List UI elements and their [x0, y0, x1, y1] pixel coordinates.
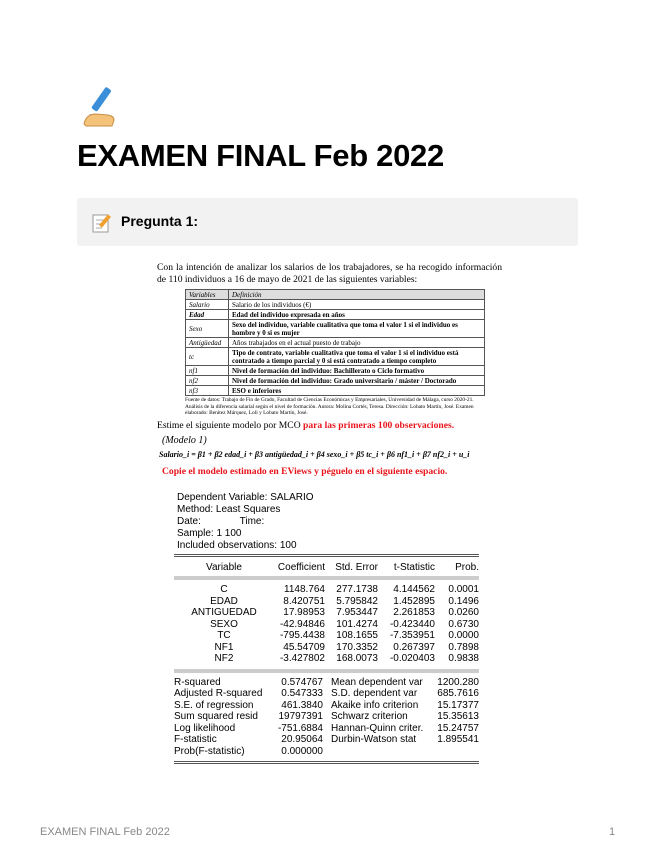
value-cell: 17.98953 [283, 607, 325, 618]
value-cell: 7.953447 [336, 607, 378, 618]
model-label: (Modelo 1) [162, 434, 207, 446]
column-header: Std. Error [335, 561, 378, 573]
variable-name: NF1 [214, 641, 234, 653]
value-cell: 277.1738 [336, 584, 378, 595]
table-row [174, 596, 479, 608]
dependent-variable: Dependent Variable: SALARIO [177, 491, 314, 503]
variable-name: NF2 [214, 653, 234, 664]
eviews-header [177, 492, 502, 552]
page-title: EXAMEN FINAL Feb 2022 [77, 138, 444, 173]
stat-label: Hannan-Quinn criter. [331, 722, 424, 734]
stat-label: Durbin-Watson stat [331, 734, 417, 745]
divider [174, 576, 479, 580]
table-row [174, 642, 479, 654]
column-headers [174, 562, 479, 574]
value-cell: 0.9838 [448, 653, 479, 664]
value-cell: 1148.764 [284, 584, 325, 595]
value-cell: -3.427802 [279, 653, 325, 664]
variable-name: Edad [186, 310, 229, 320]
coefficient-rows [174, 584, 479, 665]
stat-value: 1.895541 [437, 734, 479, 745]
stat-value: 15.35613 [437, 711, 479, 722]
stat-value: 0.000000 [281, 745, 323, 757]
estimate-highlight: para las primeras 100 observaciones. [303, 419, 455, 431]
model-equation: Salario_i = β1 + β2 edad_i + β3 antigüedad_i + β4 sexo_i + β5 tc_i + β6 nf1_i + β7 nf2_i + u_i [159, 449, 470, 459]
variable-definition: Nivel de formación del individuo: Grado universitario / máster / Doctorado [229, 376, 485, 386]
table-row [174, 619, 479, 631]
stat-value: 15.17377 [437, 699, 479, 711]
value-cell: 0.1496 [448, 595, 479, 607]
stat-value: 0.574767 [281, 676, 323, 688]
value-cell: 0.0001 [448, 584, 479, 595]
table-row [174, 584, 479, 596]
value-cell: 170.3352 [336, 641, 378, 653]
table-row [186, 338, 485, 348]
stat-label [323, 746, 428, 758]
stat-label: Log likelihood [174, 722, 236, 734]
estimate-text: Estime el siguiente modelo por MCO [157, 419, 304, 431]
stat-value: 0.547333 [281, 688, 323, 699]
value-cell: -42.94846 [279, 618, 325, 630]
stat-value [428, 746, 479, 758]
observations: Included observations: 100 [177, 539, 297, 551]
table-row [174, 630, 479, 642]
value-cell: 1.452895 [393, 595, 435, 607]
stat-label: Schwarz criterion [331, 711, 408, 722]
header-cell: Variables [186, 290, 229, 300]
method: Method: Least Squares [177, 503, 281, 515]
value-cell: 0.0260 [448, 607, 479, 618]
variable-name: C [220, 584, 228, 595]
variable-name: nf1 [186, 366, 229, 376]
column-header: Prob. [455, 561, 479, 573]
value-cell: 168.0073 [336, 653, 378, 664]
stat-label: Mean dependent var [331, 676, 423, 688]
variable-name: tc [186, 348, 229, 366]
stat-label: S.E. of regression [174, 699, 254, 711]
variable-definition: Años trabajados en el actual puesto de trabajo [229, 338, 485, 348]
value-cell: -0.423440 [389, 618, 435, 630]
page-number: 1 [609, 826, 616, 838]
variable-definition: Salario de los individuos (€) [229, 300, 485, 310]
table-header-row [186, 290, 485, 300]
column-header: Coefficient [277, 561, 325, 573]
value-cell: 108.1655 [336, 630, 378, 641]
variable-name: Salario [186, 300, 229, 310]
variable-definition: Edad del individuo expresada en años [229, 310, 485, 320]
table-row [174, 607, 479, 619]
copy-instruction: Copie el modelo estimado en EViews y péguelo en el siguiente espacio. [162, 465, 448, 477]
divider [174, 554, 479, 557]
question-label: Pregunta 1: [121, 213, 199, 229]
table-row [186, 366, 485, 376]
variable-definition: Sexo del individuo, variable cualitativa que toma el valor 1 si el individuo es hombre y 0 si es mujer [229, 320, 485, 338]
value-cell: 101.4274 [336, 618, 378, 630]
value-cell: 4.144562 [393, 584, 435, 595]
value-cell: 45.54709 [283, 641, 325, 653]
question-content [157, 262, 502, 764]
header-cell: Definición [229, 290, 485, 300]
value-cell: -7.353951 [389, 630, 435, 641]
variable-name: nf2 [186, 376, 229, 386]
stat-value: 461.3840 [281, 699, 323, 711]
column-header: Variable [206, 561, 242, 573]
variable-name: ANTIGUEDAD [191, 607, 257, 618]
variable-definition: Tipo de contrato, variable cualitativa que toma el valor 1 si el individuo está contratado a tiempo parcial y 0 si está contratado a tiempo completo [229, 348, 485, 366]
table-row [186, 348, 485, 366]
stat-label: Adjusted R-squared [174, 688, 263, 699]
sample: Sample: 1 100 [177, 527, 242, 539]
value-cell: 5.795842 [336, 595, 378, 607]
stat-value: -751.6884 [277, 722, 323, 734]
estimate-instruction [157, 420, 502, 432]
stat-value: 685.7616 [437, 688, 479, 699]
value-cell: 0.6730 [448, 618, 479, 630]
stat-value: 15.24757 [437, 722, 479, 734]
variable-definition: ESO e inferiores [229, 386, 485, 396]
table-row [186, 386, 485, 396]
variable-name: TC [217, 630, 231, 641]
divider [174, 669, 479, 673]
table-row [186, 376, 485, 386]
value-cell: 8.420751 [283, 595, 325, 607]
value-cell: 0.267397 [393, 641, 435, 653]
value-cell: -795.4438 [279, 630, 325, 641]
value-cell: -0.020403 [389, 653, 435, 664]
table-row [174, 653, 479, 665]
stat-value: 1200.280 [437, 676, 479, 688]
stat-value: 20.95064 [281, 734, 323, 745]
table-row [186, 300, 485, 310]
value-cell: 0.7898 [448, 641, 479, 653]
variable-name: Sexo [186, 320, 229, 338]
date-time: Date: Time: [177, 515, 265, 527]
variable-name: Antigüedad [186, 338, 229, 348]
page-footer: EXAMEN FINAL Feb 2022 [40, 826, 170, 838]
stat-label: F-statistic [174, 734, 217, 745]
variable-name: nf3 [186, 386, 229, 396]
eviews-output-table [174, 554, 479, 765]
stat-label: Akaike info criterion [331, 699, 419, 711]
writing-hand-icon [78, 84, 122, 128]
variable-definition: Nivel de formación del individuo: Bachillerato o Ciclo formativo [229, 366, 485, 376]
table-row [186, 310, 485, 320]
source-note: Fuente de datos: Trabajo de Fin de Grado, Facultad de Ciencias Económicas y Empresariales, Universidad de Málaga, curso 2020-21. Análisis de la diferencia salarial según el nivel de formación. Autora: Molina Cortés, Teresa. Dirección: Lobato Martín, José. Examen elaborado: Benítez Márquez, Loli y Lobato Martín, José. [185, 397, 474, 416]
stat-label: Prob(F-statistic) [174, 745, 245, 757]
intro-text: Con la intención de analizar los salarios de los trabajadores, se ha recogido información de 110 individuos a 16 de mayo de 2021 de las siguientes variables: [157, 262, 502, 285]
stat-label: R-squared [174, 676, 221, 688]
variables-table [185, 289, 485, 396]
summary-stats [174, 677, 479, 758]
column-header: t-Statistic [393, 561, 435, 573]
question-header [77, 198, 578, 246]
stat-label: S.D. dependent var [331, 688, 418, 699]
variable-name: SEXO [210, 618, 238, 630]
stat-value: 19797391 [278, 711, 323, 722]
stat-label: Sum squared resid [174, 711, 258, 722]
value-cell: 2.261853 [393, 607, 435, 618]
memo-icon [91, 212, 113, 234]
divider [174, 761, 479, 764]
table-row [186, 320, 485, 338]
value-cell: 0.0000 [448, 630, 479, 641]
variable-name: EDAD [210, 595, 238, 607]
